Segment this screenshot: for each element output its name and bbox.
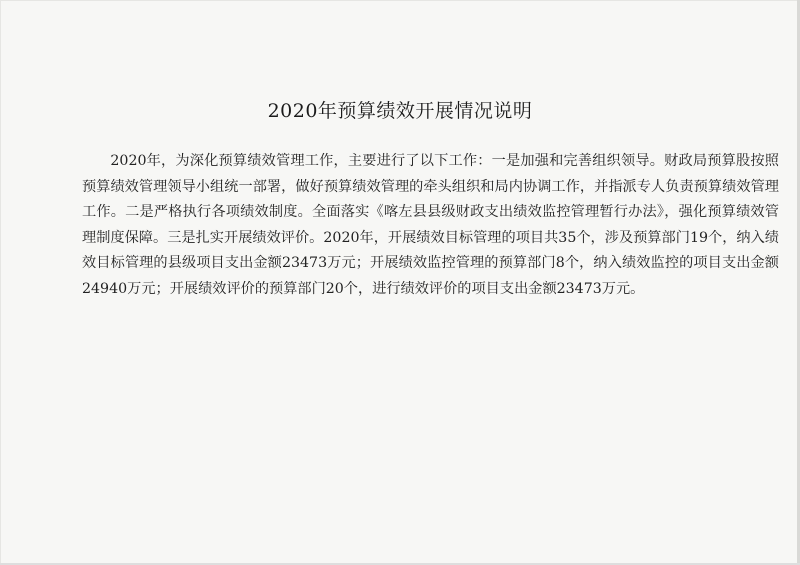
document-body-paragraph: 2020年，为深化预算绩效管理工作，主要进行了以下工作：一是加强和完善组织领导。财政局预算股按照预算绩效管理领导小组统一部署，做好预算绩效管理的牵头组织和局内协调工作，并指派专人负责预算绩效管理工作。二是严格执行各项绩效制度。全面落实《喀左县县级财政支出绩效监控管理暂行办法》，强化预算绩效管理制度保障。三是扎实开展绩效评价。2020年，开展绩效目标管理的项目共35个，涉及预算部门19个，纳入绩效目标管理的县级项目支出金额23473万元；开展绩效监控管理的预算部门8个，纳入绩效监控的项目支出金额24940万元；开展绩效评价的预算部门20个，进行绩效评价的项目支出金额23473万元。 [82,153,779,297]
document-title: 2020年预算绩效开展情况说明 [267,100,533,122]
